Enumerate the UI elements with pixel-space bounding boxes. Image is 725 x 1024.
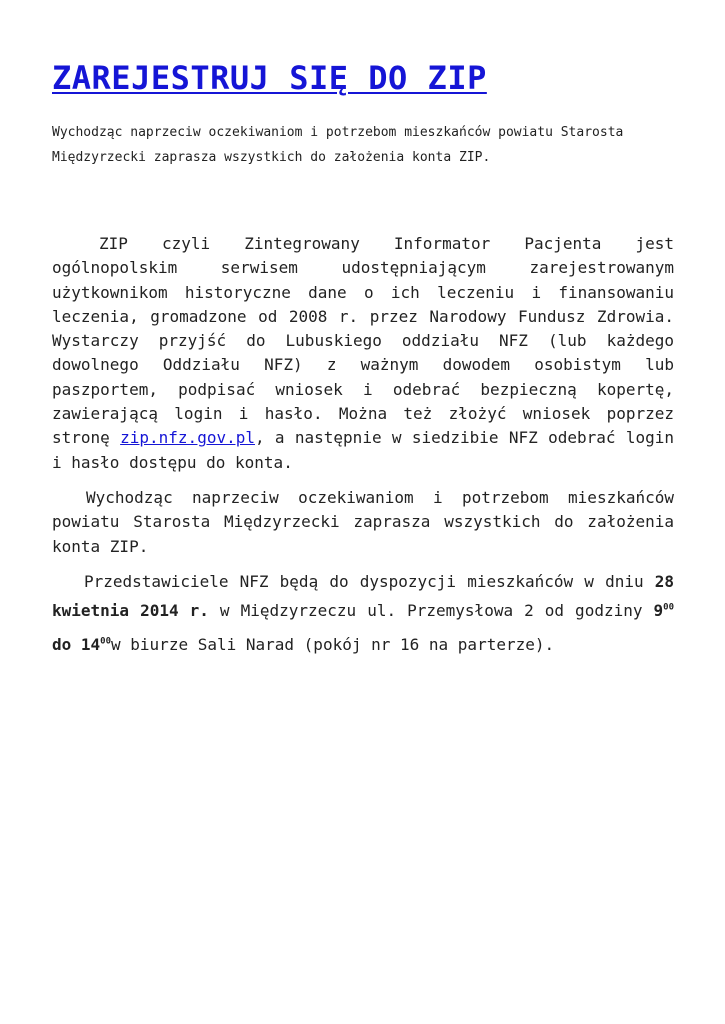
paragraph-event-details [52,570,674,662]
article-excerpt: Wychodząc naprzeciw oczekiwaniom i potrzebom mieszkańców powiatu Starosta Międzyrzecki zaprasza wszystkich do założenia konta ZIP. [52,125,624,165]
paragraph-text: Przedstawiciele NFZ będą do dyspozycji mieszkańców w dniu [84,571,655,591]
paragraph-invitation: Wychodząc naprzeciw oczekiwaniom i potrzebom mieszkańców powiatu Starosta Międzyrzecki zaprasza wszystkich do założenia konta ZIP. [52,487,674,556]
paragraph-text: w biurze Sali Narad (pokój nr 16 na parterze). [111,635,555,655]
hour-start-minutes: 00 [663,602,674,613]
hour-end-minutes: 00 [100,636,112,647]
article-title [52,58,674,98]
paragraph-zip-description [52,232,674,475]
article-title-link[interactable]: ZAREJESTRUJ SIĘ DO ZIP [52,59,487,97]
article-body [52,232,674,662]
paragraph-text: , a następnie w siedzibie NFZ odebrać login i hasło dostępu do konta. [52,428,674,472]
zip-nfz-link[interactable]: zip.nfz.gov.pl [120,428,255,448]
event-date: 28 kwietnia 2014 r. [52,571,674,621]
paragraph-text: ZIP czyli Zintegrowany Informator Pacjenta jest ogólnopolskim serwisem udostępniającym zarejestrowanym użytkownikom historyczne dane o ich leczeniu i finansowaniu leczenia, gromadzone od 2008 r. przez Narodowy Fundusz Zdrowia. Wystarczy przyjść do Lubuskiego oddziału NFZ (lub każdego dowolnego Oddziału NFZ) z ważnym dowodem osobistym lub paszportem, podpisać wniosek i odebrać bezpieczną kopertę, zawierającą login i hasło. Można też złożyć wniosek poprzez stronę [52,234,674,448]
article [52,58,674,662]
paragraph-text: w Międzyrzeczu ul. Przemysłowa 2 od godziny [208,601,654,621]
hour-start: $9^{00}$ do $14^{00}$ [52,601,674,655]
